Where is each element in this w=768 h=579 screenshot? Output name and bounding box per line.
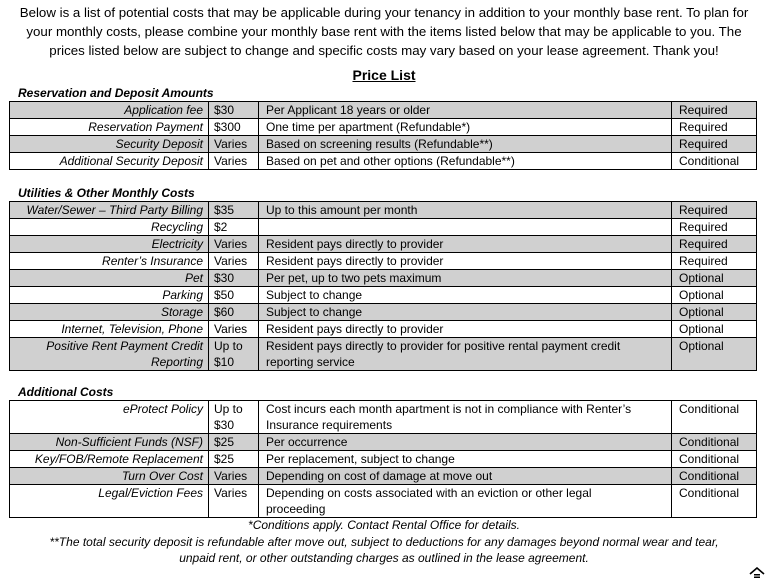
table-row-application-fee [9,101,757,119]
item-description-line: Cost incurs each month apartment is not in compliance with Renter’s [266,402,632,416]
footnote-deposit: **The total security deposit is refundable after move out, subject to deductions for any damages beyond normal wear and tear, [49,535,719,549]
item-name: eProtect Policy [10,401,209,433]
table-row-reservation-payment [9,119,757,136]
item-description: Based on screening results (Refundable**) [259,136,672,152]
item-price [209,401,259,433]
intro-line: prices listed below are subject to change and specific costs may vary based on your lease agreement. Thank you! [49,43,719,58]
item-status: Required [679,103,728,117]
table-row-storage [9,304,757,321]
item-price: $2 [209,219,259,235]
item-description: Based on pet and other options (Refundable**) [259,153,672,169]
item-description: Subject to change [259,304,672,320]
item-description-line: proceeding [266,502,326,516]
item-price: $60 [209,304,259,320]
item-description [259,485,672,517]
table-row-turn-over-cost [9,468,757,485]
item-description [259,338,672,370]
item-description: Up to this amount per month [259,202,672,218]
item-status: Required [679,203,728,217]
item-description: Subject to change [259,287,672,303]
item-name: Electricity [10,236,209,252]
item-name: Application fee [10,102,209,118]
item-price: $25 [209,451,259,467]
table-row-recycling [9,219,757,236]
section-heading: Additional Costs [18,385,114,399]
item-price: Varies [209,321,259,337]
item-price: Varies [209,253,259,269]
intro-line: your monthly costs, please combine your monthly base rent with the items listed below that may be applicable to you. The [26,24,742,39]
item-status: Conditional [679,402,740,416]
item-status: Required [679,254,728,268]
item-status: Conditional [679,452,740,466]
section-additional-costs [9,385,757,518]
item-status: Conditional [679,469,740,483]
item-price: Varies [209,153,259,169]
section-heading: Reservation and Deposit Amounts [18,86,214,100]
item-description: Depending on cost of damage at move out [259,468,672,484]
item-name: Key/FOB/Remote Replacement [10,451,209,467]
item-name: Recycling [10,219,209,235]
item-name-line: Reporting [150,355,203,369]
item-name: Turn Over Cost [10,468,209,484]
table-row-electricity [9,236,757,253]
item-description-line: Depending on costs associated with an eviction or other legal [266,486,592,500]
item-status: Required [679,220,728,234]
item-status: Conditional [679,486,740,500]
item-description: Per occurrence [259,434,672,450]
item-price: Varies [209,136,259,152]
page-title: Price List [352,67,416,83]
item-status: Required [679,137,728,151]
table-row-water-sewer-third-party-billing [9,201,757,219]
item-status: Optional [679,305,724,319]
item-name: Renter’s Insurance [10,253,209,269]
table-row-parking [9,287,757,304]
item-status: Required [679,120,728,134]
item-price-line: $10 [214,355,235,369]
equal-housing-icon [749,567,765,579]
item-name: Non-Sufficient Funds (NSF) [10,434,209,450]
item-name: Parking [10,287,209,303]
table-row-positive-rent-payment-credit-reporting [9,338,757,371]
item-description: Per replacement, subject to change [259,451,672,467]
item-price [209,338,259,370]
table-row-non-sufficient-funds-nsf [9,434,757,451]
item-price: Varies [209,236,259,252]
item-description: Resident pays directly to provider [259,253,672,269]
table-row-legal-eviction-fees [9,485,757,518]
section-utilities-monthly [9,186,757,371]
item-price: $30 [209,102,259,118]
item-name-line: Positive Rent Payment Credit [46,339,203,353]
item-price: $50 [209,287,259,303]
item-status: Conditional [679,435,740,449]
item-name: Legal/Eviction Fees [10,485,209,517]
item-price: Varies [209,485,259,517]
item-name: Water/Sewer – Third Party Billing [10,202,209,218]
item-price: Varies [209,468,259,484]
item-price-line: $30 [214,418,235,432]
item-price: $300 [209,119,259,135]
table-row-pet [9,270,757,287]
item-name: Storage [10,304,209,320]
table-row-eprotect-policy [9,400,757,434]
item-status: Conditional [679,154,740,168]
item-description [259,401,672,433]
table-row-security-deposit [9,136,757,153]
item-name [10,338,209,370]
item-status: Optional [679,271,724,285]
intro-text [0,3,768,60]
intro-line: Below is a list of potential costs that may be applicable during your tenancy in addition to your monthly base rent. To plan for [19,5,749,20]
item-description: One time per apartment (Refundable*) [259,119,672,135]
footnote-conditions: *Conditions apply. Contact Rental Office for details. [248,518,520,532]
item-name: Additional Security Deposit [10,153,209,169]
table-row-key-fob-remote-replacement [9,451,757,468]
item-name: Internet, Television, Phone [10,321,209,337]
item-status: Required [679,237,728,251]
item-description [259,219,672,235]
item-name: Reservation Payment [10,119,209,135]
item-description-line: reporting service [266,355,355,369]
item-status: Optional [679,288,724,302]
item-price: $30 [209,270,259,286]
item-price-line: Up to [214,402,243,416]
item-description: Resident pays directly to provider [259,321,672,337]
item-price-line: Up to [214,339,243,353]
item-status: Optional [679,322,724,336]
item-description: Per Applicant 18 years or older [259,102,672,118]
item-price: $35 [209,202,259,218]
item-description: Per pet, up to two pets maximum [259,270,672,286]
item-status: Optional [679,339,724,353]
item-price: $25 [209,434,259,450]
section-heading: Utilities & Other Monthly Costs [18,186,195,200]
item-description-line: Insurance requirements [266,418,393,432]
item-name: Pet [10,270,209,286]
section-reservation-deposit [9,86,757,170]
item-description-line: Resident pays directly to provider for positive rental payment credit [266,339,621,353]
item-name: Security Deposit [10,136,209,152]
table-row-internet-television-phone [9,321,757,338]
table-row-renter-s-insurance [9,253,757,270]
table-row-additional-security-deposit [9,153,757,170]
footnote-deposit-cont: unpaid rent, or other outstanding charges as outlined in the lease agreement. [179,551,589,565]
item-description: Resident pays directly to provider [259,236,672,252]
